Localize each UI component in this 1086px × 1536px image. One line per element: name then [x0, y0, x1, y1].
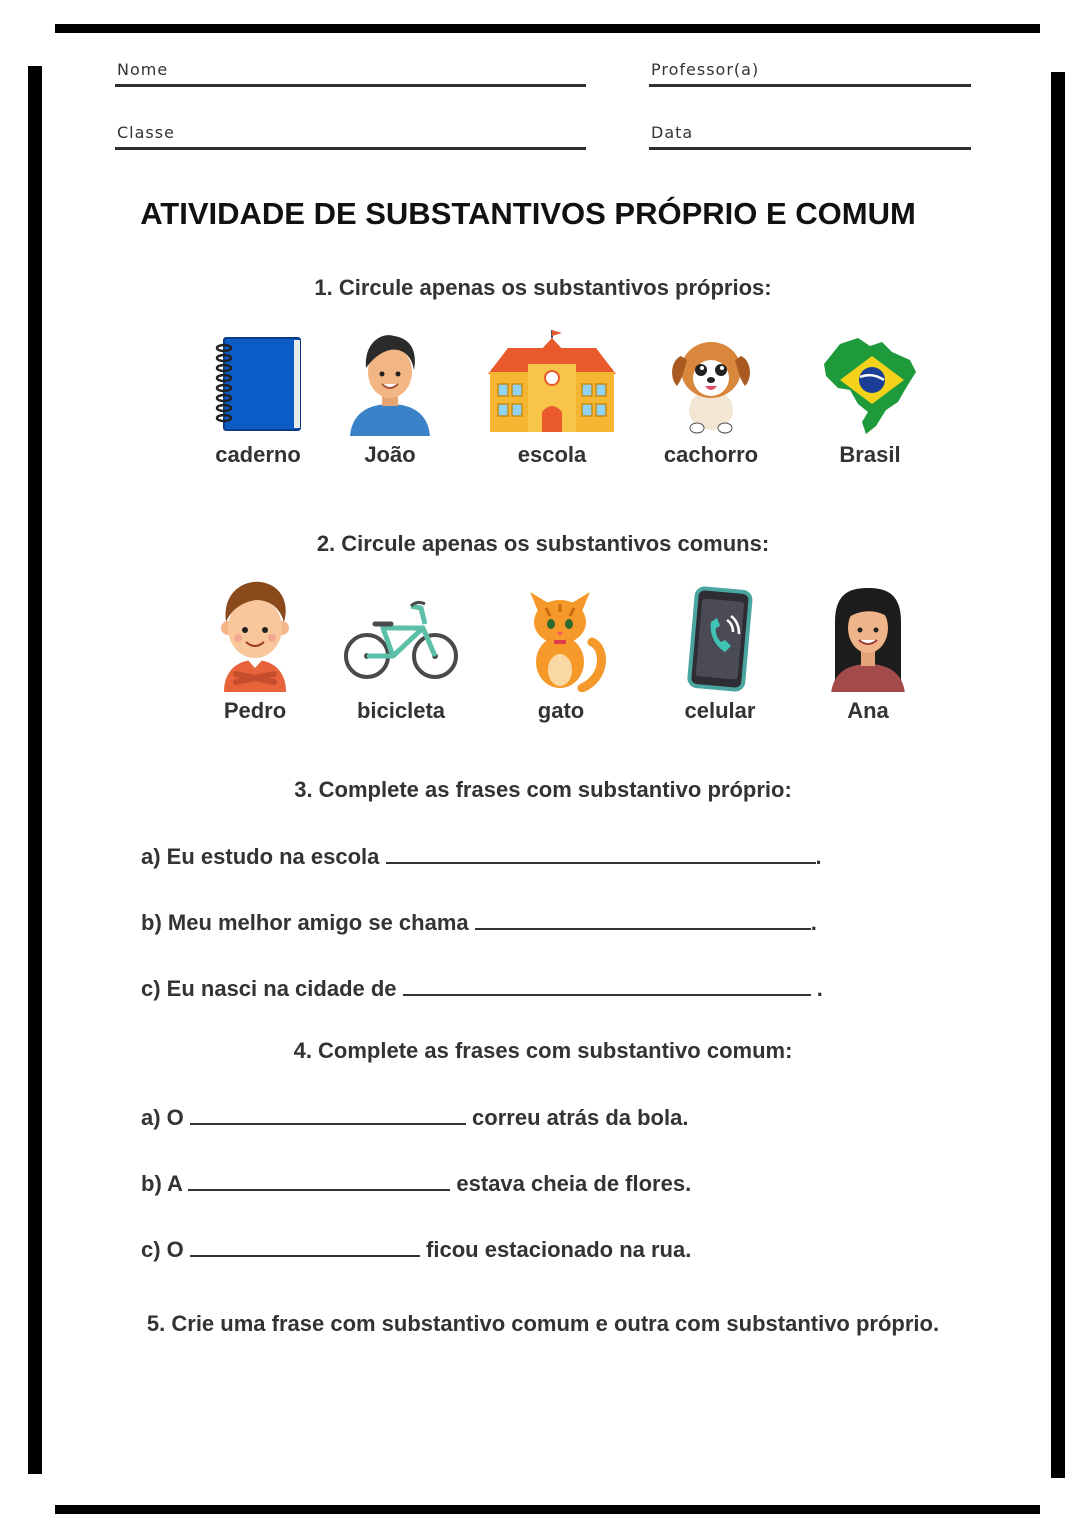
- q1-item-label: João: [364, 442, 416, 467]
- bicycle-icon: [341, 578, 461, 692]
- school-icon: [484, 330, 620, 436]
- q1-item-label: Brasil: [839, 442, 901, 467]
- dog-icon: [663, 330, 759, 436]
- answer-blank[interactable]: [188, 1171, 450, 1191]
- class-field[interactable]: [115, 123, 586, 150]
- q1-item-school[interactable]: [482, 330, 622, 468]
- q2-item-label: celular: [684, 698, 756, 723]
- woman-icon: [823, 578, 913, 692]
- sentence-text: a) O: [141, 1105, 184, 1130]
- boy-icon: [342, 330, 438, 436]
- brazil-map-icon: [820, 330, 920, 436]
- sentence-end: correu atrás da bola.: [472, 1105, 689, 1130]
- phone-icon: [675, 578, 765, 692]
- q2-item-label: gato: [537, 698, 585, 723]
- q3-sentence-a: [141, 844, 822, 870]
- q2-heading: 2. Circule apenas os substantivos comuns:: [316, 531, 770, 556]
- q5-heading: 5. Crie uma frase com substantivo comum e outra com substantivo próprio.: [146, 1311, 940, 1336]
- date-label: Data: [651, 123, 694, 142]
- q1-item-dog[interactable]: [641, 330, 781, 468]
- sentence-end: .: [815, 844, 822, 869]
- answer-blank[interactable]: [475, 910, 811, 930]
- answer-blank[interactable]: [403, 976, 811, 996]
- q1-item-label: escola: [517, 442, 587, 467]
- q2-item-gato[interactable]: [491, 578, 631, 724]
- page-title: ATIVIDADE DE SUBSTANTIVOS PRÓPRIO E COMUM: [140, 196, 916, 231]
- q2-item-ana[interactable]: [798, 578, 938, 724]
- top-border-bar: [55, 24, 1040, 33]
- q3-sentence-b: [141, 910, 817, 936]
- name-field[interactable]: [115, 60, 586, 87]
- bottom-border-bar: [55, 1505, 1040, 1514]
- q1-item-label: cachorro: [663, 442, 759, 467]
- q3-sentence-c: [141, 976, 823, 1002]
- q4-sentence-b: [141, 1171, 691, 1197]
- sentence-text: c) O: [141, 1237, 184, 1262]
- cat-icon: [516, 578, 606, 692]
- q4-sentence-a: [141, 1105, 688, 1131]
- q1-item-boy[interactable]: [320, 330, 460, 468]
- sentence-text: a) Eu estudo na escola: [141, 844, 380, 869]
- sentence-text: b) A: [141, 1171, 183, 1196]
- q2-item-label: bicicleta: [356, 698, 446, 723]
- class-label: Classe: [117, 123, 175, 142]
- q2-item-label: Ana: [847, 698, 889, 723]
- q1-item-label: caderno: [215, 442, 301, 467]
- teacher-field[interactable]: [649, 60, 971, 87]
- q2-item-bicicleta[interactable]: [331, 578, 471, 724]
- child-icon: [210, 578, 300, 692]
- sentence-end: ficou estacionado na rua.: [426, 1237, 692, 1262]
- q2-item-label: Pedro: [223, 698, 287, 723]
- sentence-text: b) Meu melhor amigo se chama: [141, 910, 469, 935]
- q1-item-notebook[interactable]: [188, 330, 328, 468]
- q4-sentence-c: [141, 1237, 691, 1263]
- sentence-end: estava cheia de flores.: [456, 1171, 692, 1196]
- q1-heading: 1. Circule apenas os substantivos próprios:: [314, 275, 772, 300]
- sentence-end: .: [810, 976, 823, 1001]
- answer-blank[interactable]: [190, 1237, 420, 1257]
- notebook-icon: [210, 330, 306, 436]
- q3-heading: 3. Complete as frases com substantivo próprio:: [294, 777, 792, 802]
- answer-blank[interactable]: [190, 1105, 466, 1125]
- q1-item-brasil[interactable]: [800, 330, 940, 468]
- name-label: Nome: [117, 60, 169, 79]
- teacher-label: Professor(a): [651, 60, 760, 79]
- sentence-text: c) Eu nasci na cidade de: [141, 976, 397, 1001]
- q2-item-pedro[interactable]: [185, 578, 325, 724]
- q2-item-celular[interactable]: [650, 578, 790, 724]
- answer-blank[interactable]: [386, 844, 816, 864]
- date-field[interactable]: [649, 123, 971, 150]
- q4-heading: 4. Complete as frases com substantivo comum:: [293, 1038, 793, 1063]
- sentence-end: .: [810, 910, 817, 935]
